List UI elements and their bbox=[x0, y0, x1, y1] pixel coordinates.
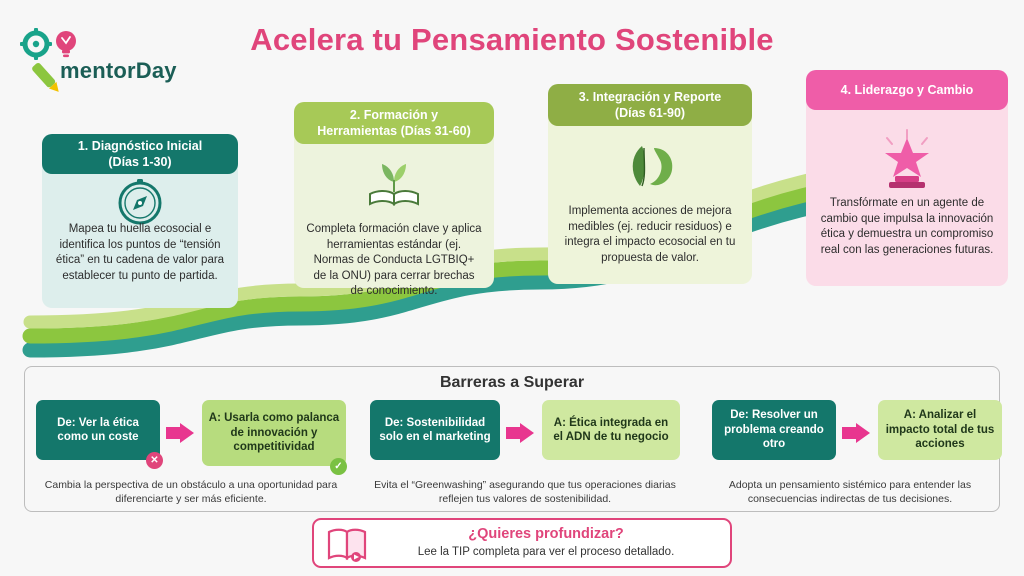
barrier-1-from-badge: ✕ bbox=[146, 452, 163, 469]
barrier-3-note: Adopta un pensamiento sistémico para entender las consecuencias indirectas de tus decisiones. bbox=[728, 479, 972, 505]
arrow-right-icon bbox=[506, 422, 536, 444]
step-card-4-header bbox=[806, 70, 1008, 110]
logo-name-bold: mentor bbox=[60, 58, 136, 83]
barrier-3-to: A: Analizar el impacto total de tus acciones bbox=[878, 400, 1002, 460]
barrier-1-from: De: Ver la ética como un coste bbox=[36, 400, 160, 460]
step-card-3-header bbox=[548, 84, 752, 126]
step-2-title-line2: Herramientas (Días 31-60) bbox=[317, 124, 471, 138]
page-title: Acelera tu Pensamiento Sostenible bbox=[250, 22, 774, 57]
barrier-3-from: De: Resolver un problema creando otro bbox=[712, 400, 836, 460]
step-3-title-line1: 3. Integración y Reporte bbox=[578, 90, 722, 104]
step-4-title-line1: 4. Liderazgo y Cambio bbox=[840, 83, 974, 97]
book-plant-icon bbox=[364, 152, 424, 210]
step-1-title-line1: 1. Diagnóstico Inicial bbox=[77, 139, 203, 153]
barriers-title: Barreras a Superar bbox=[439, 374, 585, 391]
cta-subtitle: Lee la TIP completa para ver el proceso detallado. bbox=[417, 546, 675, 558]
step-card-2-header bbox=[294, 102, 494, 144]
logo-name-light: Day bbox=[135, 58, 177, 83]
step-4-body: Transfórmate en un agente de cambio que impulsa la innovación ética y demuestra un compromiso real con las generaciones futuras. bbox=[820, 197, 994, 256]
open-book-icon bbox=[324, 526, 370, 564]
barrier-group-3 bbox=[712, 400, 995, 470]
barrier-group-2 bbox=[370, 400, 680, 470]
arrow-right-icon bbox=[166, 422, 196, 444]
step-1-body: Mapea tu huella ecosocial e identifica los puntos de “tensión ética” en tu cadena de valor para establecer tu punto de partida. bbox=[55, 223, 225, 282]
step-card-1-header bbox=[42, 134, 238, 174]
barrier-1-to: A: Usarla como palanca de innovación y competitividad bbox=[202, 400, 346, 466]
barrier-2-to: A: Ética integrada en el ADN de tu negocio bbox=[542, 400, 680, 460]
cta-title: ¿Quieres profundizar? bbox=[468, 526, 624, 542]
step-3-title-line2: (Días 61-90) bbox=[614, 106, 686, 120]
step-2-title-line1: 2. Formación y bbox=[349, 108, 439, 122]
step-2-body: Completa formación clave y aplica herramientas estándar (ej. Normas de Conducta LGTBIQ+ de la ONU) para cerrar brechas de conocimiento. bbox=[306, 223, 482, 297]
compass-icon bbox=[110, 178, 170, 228]
star-trophy-icon bbox=[875, 128, 939, 190]
barrier-1-to-badge: ✓ bbox=[330, 458, 347, 475]
step-3-body: Implementa acciones de mejora medibles (ej. reducir residuos) e integra el impacto ecosocial en tu propuesta de valor. bbox=[564, 205, 736, 264]
barrier-1-note: Cambia la perspectiva de un obstáculo a una oportunidad para diferenciarte y ser más eficiente. bbox=[44, 479, 338, 505]
barrier-group-1 bbox=[36, 400, 346, 470]
arrow-right-icon bbox=[842, 422, 872, 444]
step-1-title-line2: (Días 1-30) bbox=[108, 155, 172, 169]
barrier-2-from: De: Sostenibilidad solo en el marketing bbox=[370, 400, 500, 460]
leaf-loop-icon bbox=[620, 140, 682, 198]
barrier-2-note: Evita el “Greenwashing” asegurando que tus operaciones diarias reflejen tus valores de sostenibilidad. bbox=[374, 479, 676, 505]
